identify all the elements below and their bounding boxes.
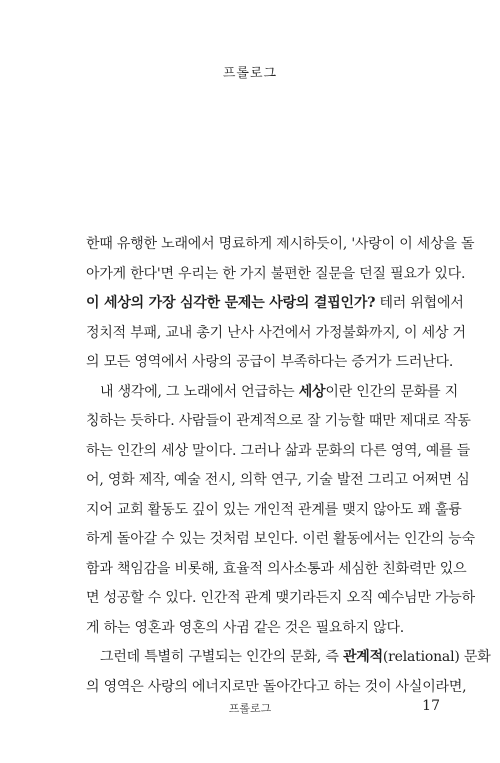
page-number: 17 [422,698,440,714]
line-text: 이란 인간의 문화를 지 [325,383,459,400]
line-text: 테러 위협에서 [375,295,464,311]
line-text: 의 모든 영역에서 사랑의 공급이 부족하다는 증거가 드러난다. [86,354,454,370]
line-text: 내 생각에, 그 노래에서 언급하는 [100,383,299,400]
text-line [86,378,459,408]
line-text: 게 하는 영혼과 영혼의 사귐 같은 것은 필요하지 않다. [86,619,405,636]
line-text: 지어 교회 활동도 깊이 있는 개인적 관계를 맺지 않아도 꽤 훌륭 [86,501,462,518]
emphasized-word: 세상 [298,383,326,400]
line-text: 의 영역은 사랑의 에너지로만 돌아간다고 하는 것이 사실이라면, [86,678,467,695]
line-text: (relational) 문화 [382,649,491,665]
line-text: 한때 유행한 노래에서 명료하게 제시하듯이, '사랑이 이 세상을 돌 [86,236,475,252]
line-text: 칭하는 듯하다. 사람들이 관계적으로 잘 기능할 때만 제대로 작동 [86,413,471,429]
chapter-title: 프롤로그 [222,66,278,81]
text-line [86,260,466,290]
text-line [86,525,475,555]
body-text [86,230,491,702]
line-text: 정치적 부패, 교내 총기 난사 사건에서 가정불화까지, 이 세상 거 [86,324,466,341]
emphasized-question: 이 세상의 가장 심각한 문제는 사랑의 결핍인가? [86,295,376,311]
text-line [86,614,422,644]
running-footer-title: 프롤로그 [228,702,272,715]
line-text: 그런데 특별히 구별되는 인간의 문화, 즉 [100,649,343,665]
line-text: 어, 영화 제작, 예술 전시, 의학 연구, 기술 발전 그리고 어쩌면 심 [86,472,470,488]
text-line [86,643,491,673]
text-line [86,289,464,319]
text-line [86,348,454,378]
text-line [86,673,467,703]
text-line [86,555,467,585]
text-line [86,230,475,260]
text-line [86,319,466,349]
text-line [86,584,475,614]
text-line [86,466,470,496]
line-text: 하는 인간의 세상 말이다. 그러나 삶과 문화의 다른 영역, 예를 들 [86,442,471,459]
line-text: 면 성공할 수 있다. 인간적 관계 맺기라든지 오직 예수님만 가능하 [86,590,475,606]
emphasized-word: 관계적 [342,649,383,665]
text-line [86,496,462,526]
line-text: 아가게 한다'면 우리는 한 가지 불편한 질문을 던질 필요가 있다. [86,265,466,282]
line-text: 하게 돌아갈 수 있는 것처럼 보인다. 이런 활동에서는 인간의 능숙 [86,531,475,547]
line-text: 함과 책임감을 비롯해, 효율적 의사소통과 세심한 친화력만 있으 [86,560,467,577]
text-line [86,407,471,437]
text-line [86,437,471,467]
